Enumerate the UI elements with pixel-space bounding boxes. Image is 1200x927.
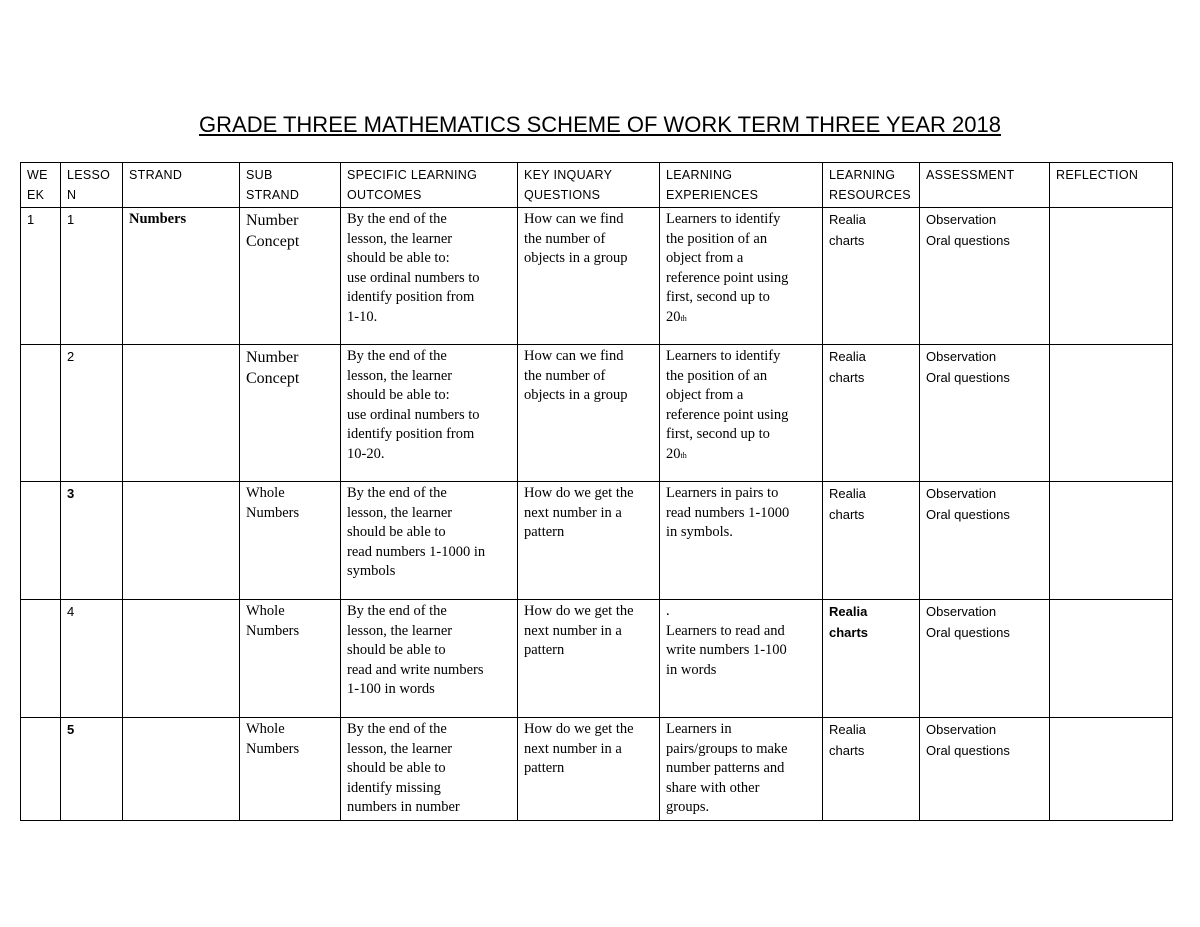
resources-cell: Realia charts — [823, 600, 920, 718]
header-experiences: LEARNING EXPERIENCES — [660, 163, 823, 208]
table-row — [21, 600, 1173, 718]
header-outcomes: SPECIFIC LEARNING OUTCOMES — [341, 163, 518, 208]
questions-cell: How do we get the next number in a pattern — [518, 718, 660, 821]
sub-strand-cell: Whole Numbers — [240, 718, 341, 821]
table-row — [21, 482, 1173, 600]
questions-cell: How do we get the next number in a pattern — [518, 482, 660, 600]
lesson-cell: 2 — [61, 345, 123, 482]
week-cell: 1 — [21, 208, 61, 345]
header-lesson: LESSO N — [61, 163, 123, 208]
strand-cell: Numbers — [123, 208, 240, 345]
questions-cell: How can we find the number of objects in a group — [518, 208, 660, 345]
strand-cell — [123, 482, 240, 600]
reflection-cell — [1050, 208, 1173, 345]
table-row — [21, 718, 1173, 821]
reflection-cell — [1050, 482, 1173, 600]
assessment-cell: Observation Oral questions — [920, 345, 1050, 482]
resources-cell: Realia charts — [823, 208, 920, 345]
reflection-cell — [1050, 718, 1173, 821]
reflection-cell — [1050, 600, 1173, 718]
week-cell — [21, 600, 61, 718]
assessment-cell: Observation Oral questions — [920, 208, 1050, 345]
sub-strand-cell: Whole Numbers — [240, 482, 341, 600]
assessment-cell: Observation Oral questions — [920, 718, 1050, 821]
strand-cell — [123, 718, 240, 821]
experiences-cell: . Learners to read and write numbers 1-100 in words — [660, 600, 823, 718]
experiences-cell: Learners to identify the position of an object from a reference point using first, second up to 20th — [660, 208, 823, 345]
header-resources: LEARNING RESOURCES — [823, 163, 920, 208]
lesson-cell: 1 — [61, 208, 123, 345]
outcomes-cell: By the end of the lesson, the learner should be able to read and write numbers 1-100 in words — [341, 600, 518, 718]
week-cell — [21, 345, 61, 482]
header-row — [21, 163, 1173, 208]
lesson-cell: 3 — [61, 482, 123, 600]
week-cell — [21, 482, 61, 600]
header-assessment: ASSESSMENT — [920, 163, 1050, 208]
scheme-of-work-table — [20, 162, 1173, 821]
resources-cell: Realia charts — [823, 482, 920, 600]
strand-cell — [123, 600, 240, 718]
assessment-cell: Observation Oral questions — [920, 600, 1050, 718]
sub-strand-cell: Whole Numbers — [240, 600, 341, 718]
week-cell — [21, 718, 61, 821]
table-row — [21, 208, 1173, 345]
resources-cell: Realia charts — [823, 345, 920, 482]
experiences-cell: Learners in pairs/groups to make number patterns and share with other groups. — [660, 718, 823, 821]
questions-cell: How can we find the number of objects in a group — [518, 345, 660, 482]
lesson-cell: 4 — [61, 600, 123, 718]
header-strand: STRAND — [123, 163, 240, 208]
questions-cell: How do we get the next number in a pattern — [518, 600, 660, 718]
strand-cell — [123, 345, 240, 482]
assessment-cell: Observation Oral questions — [920, 482, 1050, 600]
header-questions: KEY INQUARY QUESTIONS — [518, 163, 660, 208]
experiences-cell: Learners in pairs to read numbers 1-1000 in symbols. — [660, 482, 823, 600]
resources-cell: Realia charts — [823, 718, 920, 821]
sub-strand-cell: Number Concept — [240, 345, 341, 482]
experiences-cell: Learners to identify the position of an object from a reference point using first, second up to 20th — [660, 345, 823, 482]
outcomes-cell: By the end of the lesson, the learner should be able to identify missing numbers in number — [341, 718, 518, 821]
page-title: GRADE THREE MATHEMATICS SCHEME OF WORK TERM THREE YEAR 2018 — [199, 112, 1001, 137]
header-sub-strand: SUB STRAND — [240, 163, 341, 208]
outcomes-cell: By the end of the lesson, the learner should be able to read numbers 1-1000 in symbols — [341, 482, 518, 600]
sub-strand-cell: Number Concept — [240, 208, 341, 345]
table-row — [21, 345, 1173, 482]
outcomes-cell: By the end of the lesson, the learner should be able to: use ordinal numbers to identify position from 1-10. — [341, 208, 518, 345]
lesson-cell: 5 — [61, 718, 123, 821]
header-reflection: REFLECTION — [1050, 163, 1173, 208]
header-week: WE EK — [21, 163, 61, 208]
outcomes-cell: By the end of the lesson, the learner should be able to: use ordinal numbers to identify position from 10-20. — [341, 345, 518, 482]
reflection-cell — [1050, 345, 1173, 482]
